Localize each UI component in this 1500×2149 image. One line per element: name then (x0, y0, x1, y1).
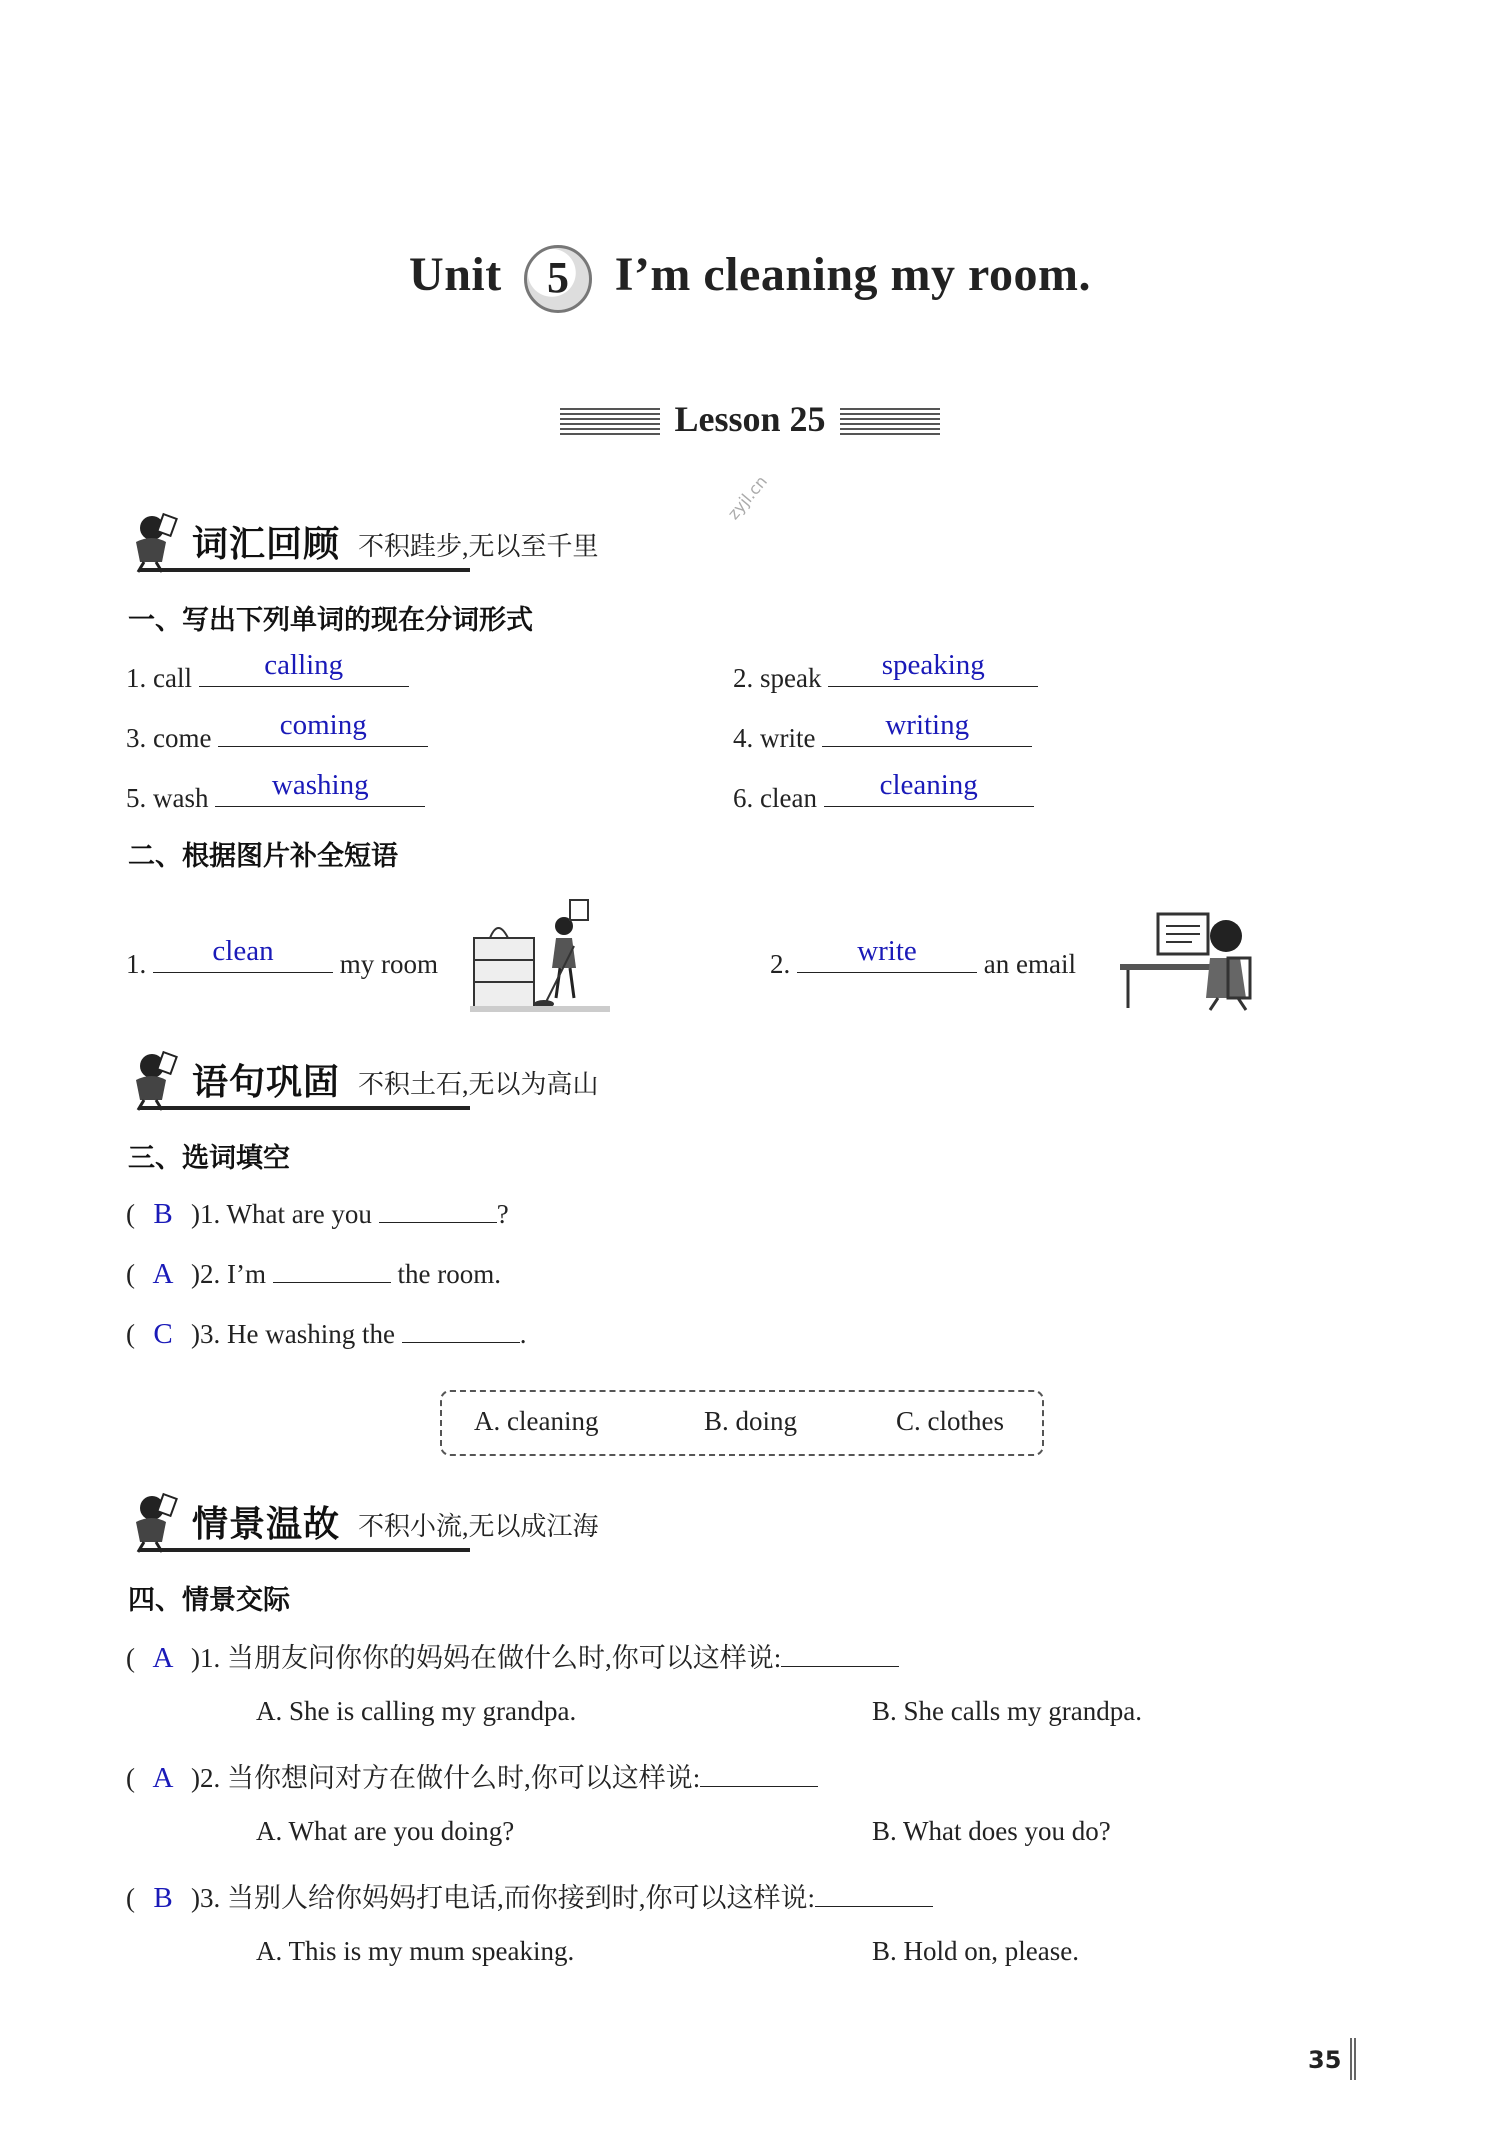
unit-heading: I’m cleaning my room. (614, 248, 1091, 302)
unit-number-badge (524, 245, 592, 313)
answer-text: clean (212, 935, 274, 967)
option-b: B. doing (704, 1406, 798, 1436)
item-number: 3. (126, 723, 147, 753)
item-word: speak (760, 663, 822, 693)
option-c: C. clothes (896, 1406, 1004, 1436)
q2-item (126, 935, 438, 980)
q1-item (733, 709, 1032, 754)
paren-open: ( (126, 1319, 135, 1349)
question-tail: ? (496, 1199, 509, 1229)
question-text: )2. I’m (191, 1259, 266, 1289)
section-header-sentence (126, 1050, 726, 1116)
answer-blank[interactable] (379, 1196, 497, 1223)
unit-word: Unit (409, 248, 502, 302)
answer-text: coming (279, 709, 367, 741)
q2-heading: 二、根据图片补全短语 (128, 841, 398, 872)
section-title: 词汇回顾 (192, 524, 341, 565)
item-number: 2. (770, 949, 791, 979)
answer-blank[interactable] (199, 649, 409, 687)
q3-heading: 三、选词填空 (128, 1143, 290, 1174)
answer-letter[interactable]: A (152, 1762, 174, 1794)
lesson-title: Lesson 25 (674, 399, 826, 439)
question-tail: the room. (397, 1259, 501, 1289)
q1-item (733, 769, 1034, 814)
section-subtitle: 不积小流,无以成江海 (358, 1512, 599, 1541)
answer-letter[interactable]: A (152, 1258, 174, 1290)
q1-item (126, 709, 428, 754)
q3-item (126, 1256, 501, 1291)
answer-letter[interactable]: A (152, 1642, 174, 1674)
q4-option-b[interactable]: B. She calls my grandpa. (872, 1696, 1142, 1726)
answer-blank[interactable] (218, 709, 428, 747)
answer-blank[interactable] (822, 709, 1032, 747)
q3-item (126, 1196, 509, 1231)
answer-text: speaking (881, 649, 985, 681)
q2-item (770, 935, 1076, 980)
item-word: write (760, 723, 816, 753)
q3-item (126, 1316, 526, 1351)
section-header-scene (126, 1492, 726, 1558)
girl-cleaning-room-icon (470, 898, 610, 1014)
answer-blank[interactable] (153, 935, 333, 973)
item-number: 1. (126, 949, 147, 979)
q1-item (733, 649, 1038, 694)
q1-item (126, 649, 409, 694)
item-word: clean (760, 783, 817, 813)
answer-blank[interactable] (824, 769, 1034, 807)
item-word: call (153, 663, 192, 693)
question-text: )3. He washing the (191, 1319, 395, 1349)
item-number: 4. (733, 723, 754, 753)
answer-text: cleaning (879, 769, 978, 801)
answer-text: calling (264, 649, 344, 681)
q4-option-a[interactable]: A. What are you doing? (256, 1816, 515, 1846)
item-word: wash (153, 783, 209, 813)
q4-option-a[interactable]: A. She is calling my grandpa. (256, 1696, 577, 1726)
boy-computer-icon (1118, 908, 1258, 1012)
answer-letter[interactable]: B (153, 1198, 173, 1230)
option-a: A. cleaning (474, 1406, 599, 1436)
answer-blank[interactable] (700, 1760, 818, 1787)
question-text: )1. 当朋友问你你的妈妈在做什么时,你可以这样说: (191, 1643, 782, 1673)
question-text: )2. 当你想问对方在做什么时,你可以这样说: (191, 1763, 701, 1793)
paren-open: ( (126, 1883, 135, 1913)
answer-letter[interactable]: C (153, 1318, 173, 1350)
answer-blank[interactable] (828, 649, 1038, 687)
page-number: 35 (1308, 2046, 1342, 2074)
unit-number: 5 (546, 253, 570, 302)
answer-blank[interactable] (402, 1316, 520, 1343)
q1-item (126, 769, 425, 814)
section-header-vocab (126, 512, 726, 578)
question-text: )3. 当别人给你妈妈打电话,而你接到时,你可以这样说: (191, 1883, 815, 1913)
section-underline (140, 568, 470, 572)
answer-blank[interactable] (815, 1880, 933, 1907)
watermark: zyjl.cn (723, 471, 771, 524)
q4-item (126, 1756, 818, 1795)
question-tail: . (519, 1319, 527, 1349)
q1-heading: 一、写出下列单词的现在分词形式 (128, 605, 533, 636)
phrase-rest: an email (983, 949, 1076, 979)
section-underline (140, 1106, 470, 1110)
word-options-box (440, 1390, 1044, 1456)
answer-blank[interactable] (781, 1640, 899, 1667)
answer-text: washing (271, 769, 369, 801)
answer-blank[interactable] (273, 1256, 391, 1283)
q4-option-b[interactable]: B. Hold on, please. (872, 1936, 1079, 1966)
item-word: come (153, 723, 212, 753)
item-number: 1. (126, 663, 147, 693)
page-edge-bar (1350, 2038, 1358, 2080)
q4-item (126, 1636, 899, 1675)
paren-open: ( (126, 1259, 135, 1289)
paren-open: ( (126, 1763, 135, 1793)
section-subtitle: 不积土石,无以为高山 (358, 1070, 599, 1099)
item-number: 6. (733, 783, 754, 813)
answer-text: write (857, 935, 917, 967)
section-underline (140, 1548, 470, 1552)
paren-open: ( (126, 1199, 135, 1229)
item-number: 2. (733, 663, 754, 693)
paren-open: ( (126, 1643, 135, 1673)
q4-option-b[interactable]: B. What does you do? (872, 1816, 1111, 1846)
lesson-bar (560, 398, 940, 444)
q4-option-a[interactable]: A. This is my mum speaking. (256, 1936, 575, 1966)
question-text: )1. What are you (191, 1199, 372, 1229)
unit-title (0, 245, 1500, 313)
section-title: 情景温故 (192, 1504, 341, 1545)
item-number: 5. (126, 783, 147, 813)
section-title: 语句巩固 (192, 1062, 341, 1103)
answer-letter[interactable]: B (153, 1882, 173, 1914)
phrase-rest: my room (339, 949, 438, 979)
section-subtitle: 不积跬步,无以至千里 (358, 532, 599, 561)
reading-girl-icon (126, 1492, 186, 1554)
answer-blank[interactable] (215, 769, 425, 807)
q4-item (126, 1876, 933, 1915)
reading-girl-icon (126, 1050, 186, 1112)
answer-blank[interactable] (797, 935, 977, 973)
q4-heading: 四、情景交际 (128, 1585, 290, 1616)
answer-text: writing (885, 709, 970, 741)
reading-girl-icon (126, 512, 186, 574)
